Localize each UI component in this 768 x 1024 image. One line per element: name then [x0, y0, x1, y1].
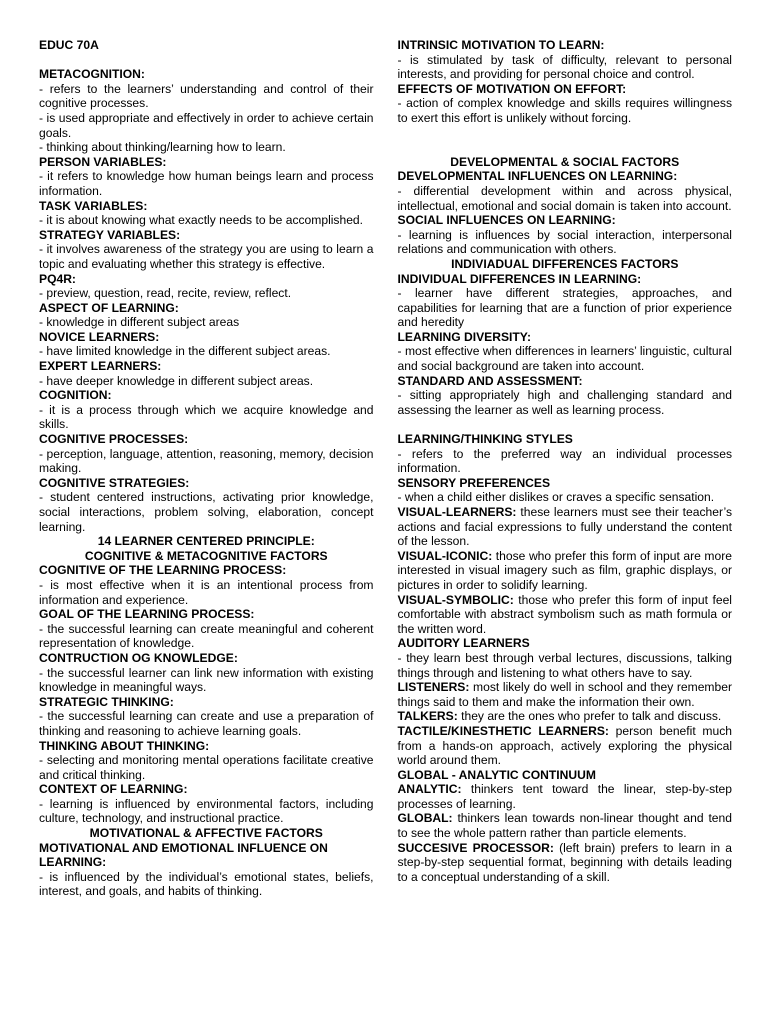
section-heading: STRATEGIC THINKING:	[39, 694, 174, 709]
definition-text: - is most effective when it is an intentional process from information and experience.	[39, 577, 374, 607]
centered-section-title: 14 LEARNER CENTERED PRINCIPLE:	[97, 534, 315, 549]
section-heading: CONTRUCTION OG KNOWLEDGE:	[39, 650, 238, 665]
definition-text: - is influenced by the individual’s emotional states, beliefs, interest, and goals, and habits of thinking.	[39, 869, 374, 899]
section-heading: COGNITIVE OF THE LEARNING PROCESS:	[39, 563, 287, 578]
definition-text: - selecting and monitoring mental operations facilitate creative and critical thinking.	[39, 753, 374, 782]
section-heading: GLOBAL - ANALYTIC CONTINUUM	[397, 767, 596, 782]
section-heading: COGNITION:	[39, 388, 112, 403]
definition-text: - it is a process through which we acquire knowledge and skills.	[39, 402, 374, 432]
term-text: these learners must see their teacher’s actions and facial expressions to fully understand the content of the lesson.	[397, 505, 732, 549]
definition-text: - preview, question, read, recite, review, reflect.	[39, 286, 292, 301]
definition-text: - have deeper knowledge in different subject areas.	[39, 373, 314, 388]
section-heading: PQ4R:	[39, 271, 76, 286]
section-heading: LEARNING/THINKING STYLES	[397, 432, 573, 447]
definition-text: - knowledge in different subject areas	[39, 315, 240, 330]
section-heading: STANDARD AND ASSESSMENT:	[397, 373, 583, 388]
section-heading: EDUC 70A	[39, 38, 99, 52]
definition-text: - it involves awareness of the strategy you are using to learn a topic and evaluating whether this strategy is effective.	[39, 242, 374, 271]
centered-section-title: MOTIVATIONAL & AFFECTIVE FACTORS	[89, 826, 323, 841]
term-label: VISUAL-ICONIC:	[397, 548, 493, 563]
definition-text: - learning is influences by social interaction, interpersonal relations and communication with others.	[397, 227, 732, 257]
definition-text: - the successful learner can link new information with existing knowledge in meaningful ways.	[39, 665, 374, 695]
term-label: ANALYTIC:	[397, 782, 462, 797]
definition-text: - most effective when differences in learners’ linguistic, cultural and social background are taken into account.	[397, 344, 732, 374]
centered-section-title: DEVELOPMENTAL & SOCIAL FACTORS	[450, 154, 680, 169]
term-definition	[398, 680, 733, 709]
section-heading: MOTIVATIONAL AND EMOTIONAL INFLUENCE ON LEARNING:	[39, 840, 328, 870]
definition-text: - the successful learning can create meaningful and coherent representation of knowledge.	[39, 621, 374, 651]
blank-line	[398, 140, 733, 155]
centered-section-title: COGNITIVE & METACOGNITIVE FACTORS	[84, 548, 328, 563]
term-definition	[398, 709, 733, 724]
term-label: GLOBAL:	[397, 811, 453, 826]
term-text: thinkers lean towards non-linear thought and tend to see the whole pattern rather than particle elements.	[397, 811, 732, 841]
section-heading: AUDITORY LEARNERS	[397, 636, 530, 651]
definition-text: - is stimulated by task of difficulty, relevant to personal interests, and providing for personal choice and control.	[397, 52, 732, 82]
section-heading: COGNITIVE PROCESSES:	[39, 432, 189, 447]
definition-text: - learner have different strategies, approaches, and capabilities for learning that are a function of prior experience and heredity	[397, 286, 732, 330]
section-heading: NOVICE LEARNERS:	[39, 329, 160, 344]
definition-text: - it is about knowing what exactly needs to be accomplished.	[39, 213, 364, 228]
definition-text: - differential development within and across physical, intellectual, emotional and social domain is taken into account.	[397, 183, 732, 213]
section-heading: SENSORY PREFERENCES	[397, 475, 551, 490]
term-label: LISTENERS:	[397, 680, 470, 695]
term-label: TALKERS:	[397, 709, 458, 724]
section-heading: DEVELOPMENTAL INFLUENCES ON LEARNING:	[397, 169, 678, 184]
section-heading: PERSON VARIABLES:	[39, 154, 167, 169]
term-label: VISUAL-LEARNERS:	[397, 505, 517, 519]
section-heading: SOCIAL INFLUENCES ON LEARNING:	[397, 213, 616, 228]
definition-text: - is used appropriate and effectively in order to achieve certain goals.	[39, 110, 374, 140]
term-text: those who prefer this form of input are more interested in visual imagery such as film, graphic displays, or pictures in order to solidify learning.	[397, 548, 732, 592]
term-definition	[398, 782, 733, 811]
blank-line	[398, 417, 733, 432]
section-heading: STRATEGY VARIABLES:	[39, 227, 181, 242]
centered-section-title: INDIVIADUAL DIFFERENCES FACTORS	[451, 256, 679, 271]
term-label: VISUAL-SYMBOLIC:	[397, 592, 514, 607]
section-heading: EFFECTS OF MOTIVATION ON EFFORT:	[397, 81, 627, 96]
section-heading: CONTEXT OF LEARNING:	[39, 782, 188, 797]
section-heading: TASK VARIABLES:	[39, 198, 148, 213]
definition-text: - refers to the preferred way an individual processes information.	[397, 446, 732, 476]
definition-text: - when a child either dislikes or craves a specific sensation.	[397, 490, 715, 505]
definition-text: - perception, language, attention, reasoning, memory, decision making.	[39, 446, 374, 476]
term-text: most likely do well in school and they remember things said to them and make the information their own.	[397, 680, 732, 709]
term-definition	[398, 549, 733, 593]
term-text: they are the ones who prefer to talk and discuss.	[457, 709, 722, 724]
term-definition	[398, 811, 733, 840]
definition-text: - student centered instructions, activating prior knowledge, social interactions, problem solving, elaboration, concept learning.	[39, 490, 374, 534]
left-column	[39, 38, 374, 1024]
section-heading: EXPERT LEARNERS:	[39, 359, 162, 374]
section-heading: INTRINSIC MOTIVATION TO LEARN:	[397, 38, 605, 52]
term-definition	[398, 505, 733, 549]
term-definition	[398, 724, 733, 768]
blank-line	[398, 126, 733, 141]
section-heading: METACOGNITION:	[39, 67, 145, 82]
term-definition	[398, 841, 733, 885]
definition-text: - have limited knowledge in the different subject areas.	[39, 344, 331, 359]
term-label: SUCCESIVE PROCESSOR:	[397, 840, 554, 855]
term-text: those who prefer this form of input feel comfortable with abstract symbolism such as math formula or the written word.	[397, 592, 732, 636]
term-label: TACTILE/KINESTHETIC LEARNERS:	[397, 723, 609, 738]
term-text: person benefit much from a hands-on approach, actively exploring the physical world around them.	[397, 723, 732, 768]
definition-text: - it refers to knowledge how human beings learn and process information.	[39, 169, 374, 198]
section-heading: ASPECT OF LEARNING:	[39, 300, 179, 315]
definition-text: - they learn best through verbal lectures, discussions, talking things through and listening to what others have to say.	[397, 650, 732, 680]
term-text: thinkers tent toward the linear, step-by-step processes of learning.	[397, 782, 732, 811]
term-text: (left brain) prefers to learn in a step-by-step sequential format, beginning with details leading to a conceptual understanding of a skill.	[397, 840, 733, 884]
section-heading: LEARNING DIVERSITY:	[397, 329, 531, 344]
definition-text: - sitting appropriately high and challenging standard and assessing the learner as well as learning process.	[397, 388, 732, 417]
section-heading: INDIVIDUAL DIFFERENCES IN LEARNING:	[397, 271, 642, 286]
section-heading: GOAL OF THE LEARNING PROCESS:	[39, 607, 255, 622]
section-heading: THINKING ABOUT THINKING:	[39, 738, 210, 753]
section-heading: COGNITIVE STRATEGIES:	[39, 475, 190, 490]
definition-text: - the successful learning can create and use a preparation of thinking and reasoning to achieve learning goals.	[39, 709, 374, 738]
definition-text: - learning is influenced by environmental factors, including culture, technology, and instructional practice.	[39, 796, 374, 826]
term-definition	[398, 593, 733, 637]
definition-text: - action of complex knowledge and skills requires willingness to exert this effort is unlikely without forcing.	[397, 96, 732, 125]
right-column	[398, 38, 733, 1024]
definition-text: - thinking about thinking/learning how to learn.	[39, 140, 286, 155]
definition-text: - refers to the learners’ understanding and control of their cognitive processes.	[39, 81, 374, 111]
blank-line	[39, 53, 374, 68]
